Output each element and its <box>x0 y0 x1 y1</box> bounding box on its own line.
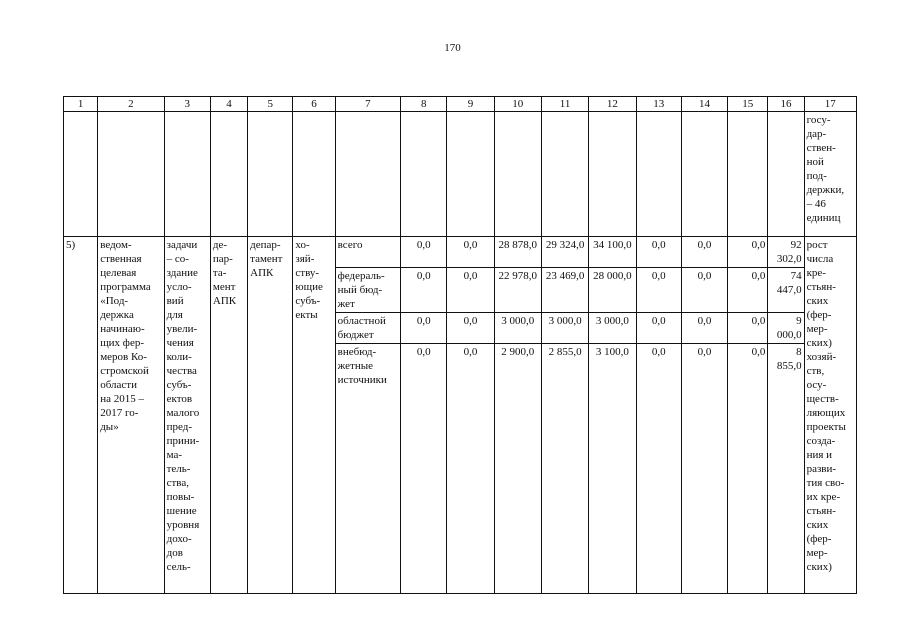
text-line: хо- <box>295 239 310 251</box>
department-cell <box>248 237 293 594</box>
value-cell: 0,0 <box>681 237 727 268</box>
text-line: ских) <box>806 337 832 349</box>
text-line: та- <box>212 267 227 279</box>
text-line: разви- <box>806 463 837 475</box>
page-number: 170 <box>444 42 461 54</box>
value-cell: 3 000,0 <box>589 313 636 344</box>
value-cell: 0,0 <box>681 344 727 594</box>
value-cell: 28 878,0 <box>494 237 541 268</box>
text-line: ских <box>806 295 829 307</box>
text-line: увели- <box>166 323 198 335</box>
total-cell <box>768 268 804 313</box>
text-line: числа <box>806 253 834 265</box>
text-line: дар- <box>806 128 827 140</box>
text-line: 2017 го- <box>100 407 139 419</box>
header-cell: 3 <box>164 97 210 112</box>
result-cell <box>804 237 856 594</box>
text-line: повы- <box>166 491 195 503</box>
value-cell: 0,0 <box>447 268 494 313</box>
header-cell: 9 <box>447 97 494 112</box>
text-line: целевая <box>100 267 137 279</box>
text-line: ских <box>806 519 829 531</box>
value-cell: 0,0 <box>728 313 768 344</box>
text-line: всего <box>337 239 363 251</box>
value-cell: 0,0 <box>401 268 447 313</box>
text-line: жетные <box>337 360 373 372</box>
text-line: мер- <box>806 547 828 559</box>
text-line: единиц <box>806 212 841 224</box>
value-cell: 0,0 <box>728 237 768 268</box>
header-cell: 7 <box>335 97 400 112</box>
header-cell: 8 <box>401 97 447 112</box>
text-line: госу- <box>806 114 831 126</box>
text-line: уровня <box>166 519 200 531</box>
value-cell: 0,0 <box>636 313 681 344</box>
value-cell: 0,0 <box>447 237 494 268</box>
text-line: осу- <box>806 379 827 391</box>
table-row <box>64 237 857 268</box>
text-line: области <box>100 379 137 391</box>
text-line: рост <box>806 239 828 251</box>
text-line: щих фер- <box>100 337 144 349</box>
text-line: коли- <box>166 351 192 363</box>
text-line: жет <box>337 298 355 310</box>
text-line: мер- <box>806 323 828 335</box>
text-line: ния и <box>806 449 833 461</box>
value-cell: 0,0 <box>636 268 681 313</box>
text-line: сель- <box>166 561 191 573</box>
text-line: ды» <box>100 421 119 433</box>
text-line: 8 855,0 <box>776 346 802 372</box>
text-line: чества <box>166 365 197 377</box>
text-line: вий <box>166 295 184 307</box>
value-cell: 23 469,0 <box>541 268 588 313</box>
text-line: прини- <box>166 435 200 447</box>
text-line: бюджет <box>337 329 374 341</box>
header-cell: 4 <box>210 97 247 112</box>
header-cell: 11 <box>541 97 588 112</box>
text-line: (фер- <box>806 533 832 545</box>
header-cell: 16 <box>768 97 804 112</box>
total-cell <box>768 237 804 268</box>
row-number: 5) <box>64 237 98 594</box>
text-line: ств, <box>806 365 825 377</box>
text-line: стьян- <box>806 505 836 517</box>
total-cell <box>768 344 804 594</box>
text-line: проекты <box>806 421 846 433</box>
value-cell: 3 100,0 <box>589 344 636 594</box>
header-cell: 13 <box>636 97 681 112</box>
text-line: АПК <box>250 267 274 279</box>
value-cell: 3 000,0 <box>541 313 588 344</box>
value-cell: 0,0 <box>401 237 447 268</box>
text-line: 9 000,0 <box>776 315 802 341</box>
text-line: тия сво- <box>806 477 845 489</box>
value-cell: 0,0 <box>728 268 768 313</box>
text-line: начинаю- <box>100 323 145 335</box>
value-cell: 2 900,0 <box>494 344 541 594</box>
text-line: – со- <box>166 253 189 265</box>
budget-table <box>63 96 857 594</box>
text-line: федераль- <box>337 270 385 282</box>
text-line: ществ- <box>806 393 839 405</box>
text-line: ляющих <box>806 407 846 419</box>
text-line: задачи <box>166 239 198 251</box>
text-line: 92 <box>790 239 802 251</box>
text-line: ной <box>806 156 824 168</box>
tasks-cell <box>164 237 210 594</box>
text-line: меров Ко- <box>100 351 147 363</box>
text-line: для <box>166 309 183 321</box>
value-cell: 0,0 <box>681 268 727 313</box>
text-line: держка <box>100 309 134 321</box>
text-line: пар- <box>212 253 233 265</box>
text-line: источники <box>337 374 387 386</box>
text-line: малого <box>166 407 200 419</box>
header-cell: 6 <box>293 97 335 112</box>
text-line: держки, <box>806 184 845 196</box>
value-cell: 0,0 <box>447 313 494 344</box>
text-line: ству- <box>295 267 320 279</box>
text-line: здание <box>166 267 198 279</box>
subjects-cell <box>293 237 335 594</box>
total-cell <box>768 313 804 344</box>
text-line: 447,0 <box>776 284 802 296</box>
text-line: дохо- <box>166 533 192 545</box>
value-cell: 0,0 <box>447 344 494 594</box>
header-cell: 10 <box>494 97 541 112</box>
text-line: чения <box>166 337 194 349</box>
text-line: ских) <box>806 561 832 573</box>
text-line: де- <box>212 239 228 251</box>
text-line: дов <box>166 547 183 559</box>
header-cell: 14 <box>681 97 727 112</box>
header-cell: 5 <box>248 97 293 112</box>
continuation-result-cell <box>804 112 856 237</box>
value-cell: 34 100,0 <box>589 237 636 268</box>
source-name-cell <box>335 313 400 344</box>
header-cell: 1 <box>64 97 98 112</box>
text-line: внебюд- <box>337 346 377 358</box>
text-line: тамент <box>250 253 283 265</box>
text-line: их кре- <box>806 491 841 503</box>
value-cell: 3 000,0 <box>494 313 541 344</box>
value-cell: 22 978,0 <box>494 268 541 313</box>
text-line: мент <box>212 281 236 293</box>
text-line: депар- <box>250 239 281 251</box>
text-line: ма- <box>166 449 183 461</box>
text-line: ственная <box>100 253 142 265</box>
header-row <box>64 97 857 112</box>
text-line: созда- <box>806 435 836 447</box>
value-cell: 28 000,0 <box>589 268 636 313</box>
text-line: шение <box>166 505 197 517</box>
text-line: кре- <box>806 267 826 279</box>
program-name-cell <box>98 237 164 594</box>
text-line: стьян- <box>806 281 836 293</box>
text-line: стромской <box>100 365 149 377</box>
header-cell: 15 <box>728 97 768 112</box>
header-cell: 2 <box>98 97 164 112</box>
text-line: зяй- <box>295 253 315 265</box>
text-line: – 46 <box>806 198 826 210</box>
text-line: субъ- <box>295 295 321 307</box>
text-line: хозяй- <box>806 351 837 363</box>
text-line: ющие <box>295 281 323 293</box>
text-line: под- <box>806 170 827 182</box>
text-line: пред- <box>166 421 192 433</box>
text-line: ствен- <box>806 142 836 154</box>
text-line: (фер- <box>806 309 832 321</box>
value-cell: 2 855,0 <box>541 344 588 594</box>
responsible-cell <box>210 237 247 594</box>
value-cell: 0,0 <box>401 313 447 344</box>
value-cell: 0,0 <box>728 344 768 594</box>
value-cell: 0,0 <box>401 344 447 594</box>
text-line: «Под- <box>100 295 129 307</box>
source-name-cell <box>335 268 400 313</box>
header-cell: 17 <box>804 97 856 112</box>
text-line: 74 <box>790 270 802 282</box>
value-cell: 0,0 <box>636 237 681 268</box>
continuation-row <box>64 112 857 237</box>
text-line: субъ- <box>166 379 192 391</box>
source-name-cell <box>335 237 400 268</box>
header-cell: 12 <box>589 97 636 112</box>
text-line: усло- <box>166 281 192 293</box>
text-line: екты <box>295 309 318 321</box>
text-line: областной <box>337 315 386 327</box>
value-cell: 0,0 <box>636 344 681 594</box>
source-name-cell <box>335 344 400 594</box>
value-cell: 29 324,0 <box>541 237 588 268</box>
text-line: ный бюд- <box>337 284 383 296</box>
text-line: на 2015 – <box>100 393 144 405</box>
text-line: ведом- <box>100 239 132 251</box>
text-line: программа <box>100 281 151 293</box>
text-line: ства, <box>166 477 189 489</box>
text-line: ектов <box>166 393 193 405</box>
text-line: АПК <box>212 295 237 307</box>
text-line: 302,0 <box>776 253 802 265</box>
value-cell: 0,0 <box>681 313 727 344</box>
text-line: тель- <box>166 463 191 475</box>
